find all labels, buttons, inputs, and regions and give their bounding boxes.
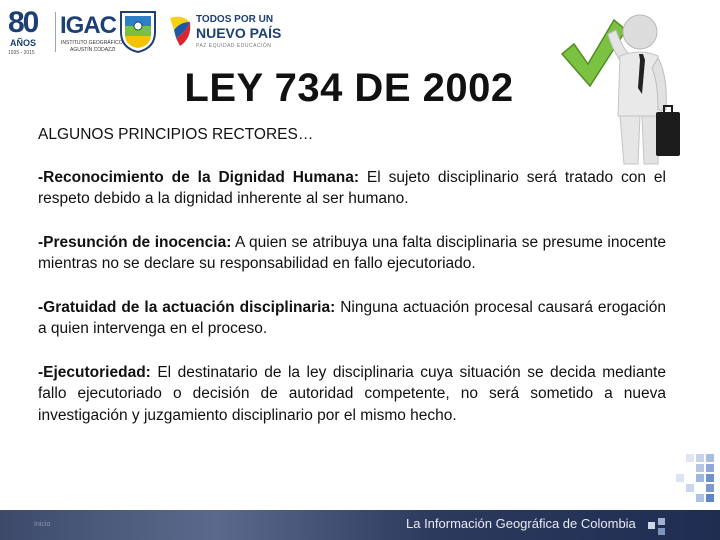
principle-item [38, 167, 666, 210]
footer-small-text: Inicio [34, 521, 51, 528]
principle-term: -Gratuidad de la actuación disciplinaria: [38, 298, 336, 316]
igac-subtitle-1: INSTITUTO GEOGRÁFICO [61, 40, 123, 46]
principle-item [38, 297, 666, 340]
anniversary-label: AÑOS [10, 38, 37, 48]
principle-item [38, 232, 666, 275]
principle-term: -Reconocimiento de la Dignidad Humana: [38, 168, 360, 186]
coat-of-arms-icon [117, 8, 159, 54]
principle-item [38, 362, 666, 427]
page-title: LEY 734 DE 2002 [184, 66, 514, 110]
slide-subtitle: ALGUNOS PRINCIPIOS RECTORES… [38, 126, 314, 143]
government-line-3: PAZ EQUIDAD EDUCACIÓN [196, 43, 272, 49]
footer-bar [0, 510, 720, 540]
footer-square [658, 518, 665, 525]
anniversary-number: 80 [8, 6, 38, 39]
principle-text: Ninguna actuación procesal causará erogación a quien intervenga en el proceso. [38, 298, 666, 337]
flag-ribbon-icon [166, 14, 194, 50]
principle-text: A quien se atribuya una falta disciplinaria se presume inocente mientras no se declare su responsabilidad en fallo ejecutoriado. [38, 233, 667, 272]
principle-text: El destinatario de la ley disciplinaria cuya situación se decida mediante fallo ejecutoriado o decisión de autoridad competente, no será sometido a nueva investigación y juzgamiento disciplinario por el mismo hecho. [38, 363, 666, 424]
government-line-1: TODOS POR UN [196, 14, 274, 25]
government-line-2: NUEVO PAÍS [196, 25, 282, 41]
igac-subtitle-2: AGUSTÍN CODAZZI [70, 47, 116, 53]
principle-term: -Presunción de inocencia: [38, 233, 232, 251]
decorative-squares [660, 446, 720, 512]
igac-name: IGAC [60, 12, 116, 39]
government-logo [166, 12, 282, 56]
footer-text: La Información Geográfica de Colombia [406, 516, 636, 531]
anniversary-logo [8, 8, 54, 56]
slide-body [38, 124, 666, 448]
footer-square [658, 528, 665, 535]
anniversary-years: 1935 - 2015 [8, 50, 35, 56]
principle-text: El sujeto disciplinario será tratado con el respeto debido a la dignidad inherente al ser humano. [38, 168, 666, 207]
footer-square [648, 522, 655, 529]
principle-term: -Ejecutoriedad: [38, 363, 151, 381]
igac-logo [60, 12, 123, 53]
logo-divider [55, 12, 56, 52]
